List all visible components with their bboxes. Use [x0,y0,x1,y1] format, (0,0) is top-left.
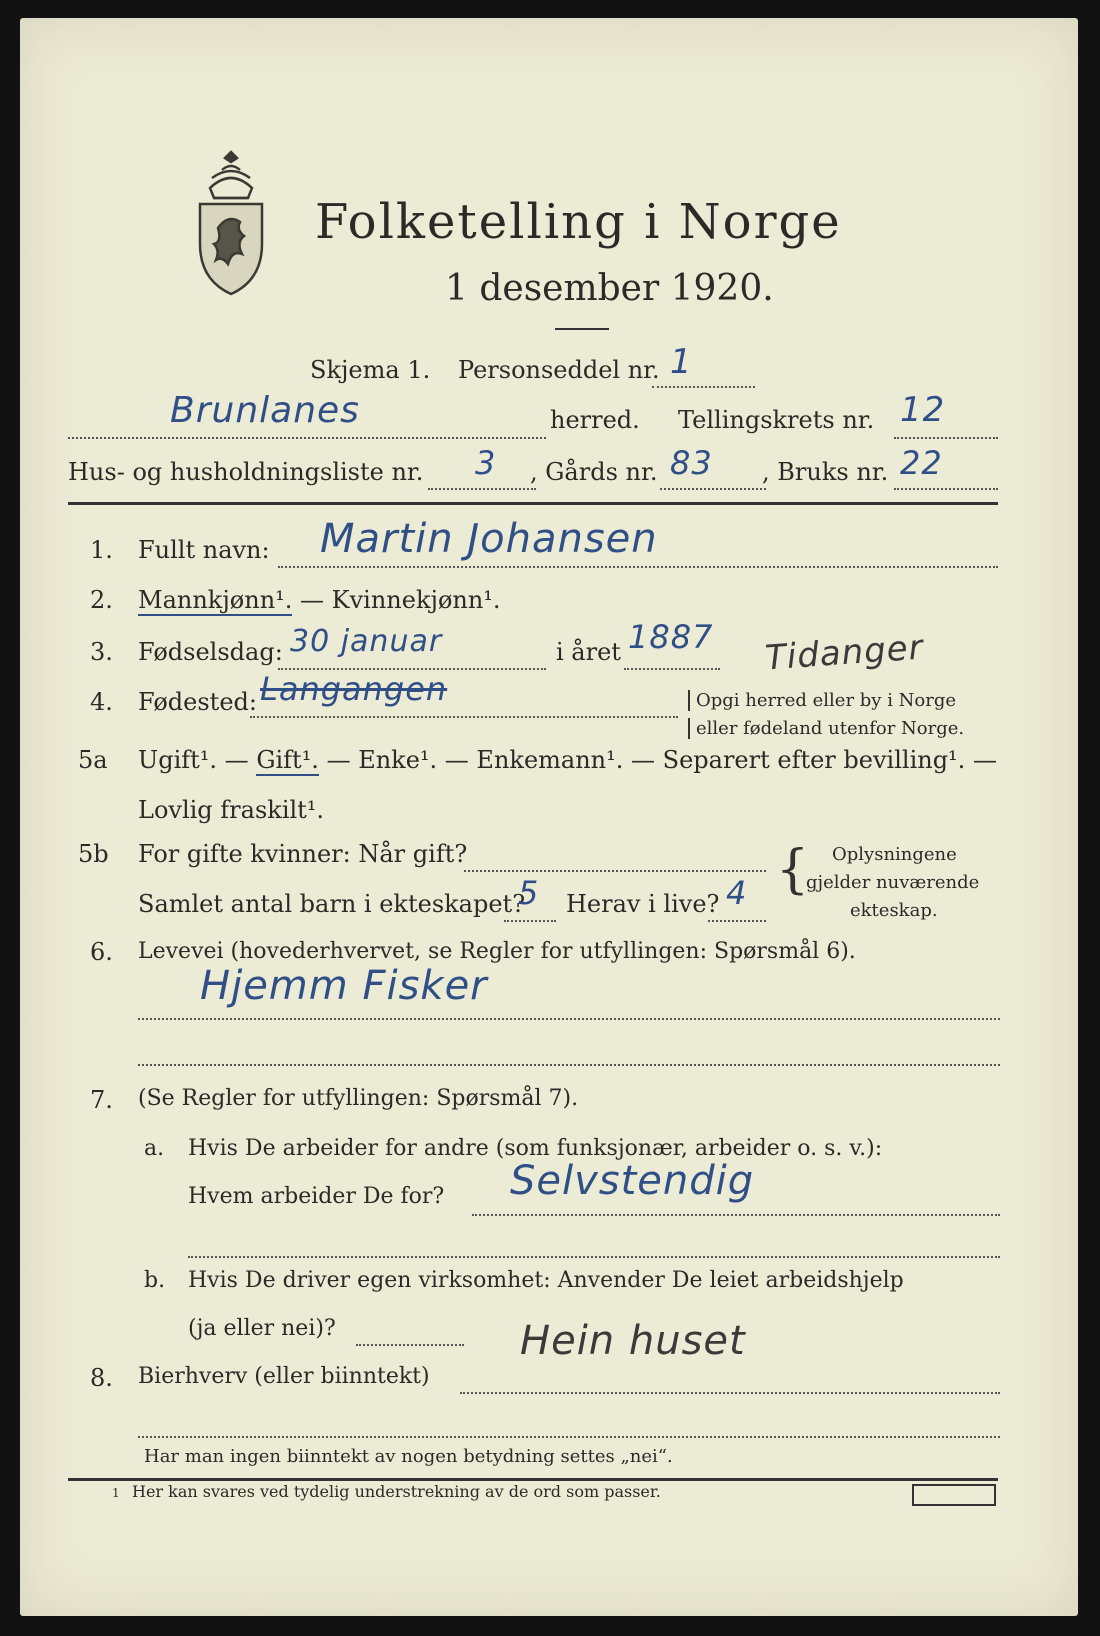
full-name-value[interactable]: Martin Johansen [320,516,658,562]
q7-label: (Se Regler for utfyllingen: Spørsmål 7). [138,1086,579,1111]
hus-line [428,488,536,490]
herred-line [68,437,546,439]
q5a-number: 5a [78,746,108,774]
q5b-alive-label: Herav i live? [566,890,720,918]
birth-date-value[interactable]: 30 januar [290,624,443,659]
q1-label: Fullt navn: [138,536,270,564]
hus-label: Hus- og husholdningsliste nr. [68,458,424,486]
married-option[interactable]: Gift¹. [256,746,319,774]
q4-number: 4. [90,688,113,716]
q3-year-label: i året [556,638,621,666]
q5b-number: 5b [78,840,109,868]
q4-note-2: eller fødeland utenfor Norge. [688,718,964,739]
unmarried-option[interactable]: Ugift¹. [138,746,218,774]
title-divider [555,328,609,330]
other-status-options[interactable]: — Enke¹. — Enkemann¹. — Separert efter bevilling¹. — [318,746,997,774]
personseddel-line [652,386,755,388]
occupation-value[interactable]: Hjemm Fisker [200,963,488,1009]
q6-number: 6. [90,938,113,966]
q5b-children-line [504,920,556,922]
birth-year-value[interactable]: 1887 [628,618,714,656]
gards-label: , Gårds nr. [530,458,658,486]
form-date: 1 desember 1920. [445,268,774,309]
q6-line-2 [138,1064,1000,1066]
coat-of-arms-icon [188,148,274,298]
footnote-mark: 1 [112,1486,120,1500]
q4-label: Fødested: [138,688,257,716]
personseddel-value[interactable]: 1 [670,342,693,382]
q1-line [278,566,998,568]
herred-value[interactable]: Brunlanes [170,390,360,431]
birthplace-value[interactable]: Langangen [260,670,448,708]
margin-note: Tidanger [763,627,925,679]
q7b-line [356,1344,464,1346]
personseddel-label: Personseddel nr. [458,356,660,384]
q5b-married-line [464,870,766,872]
herred-label: herred. [550,406,640,434]
bruks-line [894,488,998,490]
q5b-label-1: For gifte kvinner: Når gift? [138,840,468,868]
q6-line-1 [138,1018,1000,1020]
hus-value[interactable]: 3 [475,444,497,482]
bruks-label: , Bruks nr. [762,458,889,486]
skjema-label: Skjema 1. [310,356,431,384]
gards-value[interactable]: 83 [670,444,713,482]
q6-label: Levevei (hovederhvervet, se Regler for utfyllingen: Spørsmål 6). [138,939,856,964]
q4-note-1: Opgi herred eller by i Norge [688,690,956,711]
q7b-letter: b. [144,1268,166,1293]
divorced-option[interactable]: Lovlig fraskilt¹. [138,796,325,824]
printer-stamp-icon [912,1484,996,1506]
q3-number: 3. [90,638,113,666]
q5b-note-3: ekteskap. [850,900,938,921]
form-title: Folketelling i Norge [315,194,842,250]
q7a-line1: Hvis De arbeider for andre (som funksjonær, arbeider o. s. v.): [188,1136,883,1161]
footer-rule [68,1478,998,1481]
q5a-options [138,746,997,774]
tellingskrets-value[interactable]: 12 [900,390,946,430]
q7b-line1: Hvis De driver egen virksomhet: Anvender De leiet arbeidshjelp [188,1268,904,1293]
employer-value[interactable]: Selvstendig [510,1158,755,1204]
q5b-alive-line [708,920,766,922]
q8-line [460,1392,1000,1394]
q7b-line2: (ja eller nei)? [188,1316,336,1341]
q7a-line [472,1214,1000,1216]
tellingskrets-line [894,437,998,439]
footer-note: Har man ingen biinntekt av nogen betydning settes „nei“. [144,1446,673,1467]
q5b-label-2: Samlet antal barn i ekteskapet? [138,890,526,918]
q3-label: Fødselsdag: [138,638,283,666]
q2-number: 2. [90,586,113,614]
q7a-line2: Hvem arbeider De for? [188,1184,445,1209]
q2-separator: — [292,586,332,614]
header-rule [68,502,998,505]
q7a-letter: a. [144,1136,165,1161]
q5b-note-1: Oplysningene [832,844,957,865]
q3-year-line [624,668,720,670]
q5b-brace: { [776,840,810,900]
gards-line [660,488,766,490]
children-count-value[interactable]: 5 [518,874,540,912]
q5b-note-2: gjelder nuværende [806,872,980,893]
female-option[interactable]: Kvinnekjønn¹. [331,586,501,614]
tellingskrets-label: Tellingskrets nr. [678,406,875,434]
male-option[interactable]: Mannkjønn¹. [138,586,293,614]
side-income-value[interactable]: Hein huset [520,1318,746,1364]
footnote: Her kan svares ved tydelig understrekning av de ord som passer. [132,1482,661,1501]
q2-options [138,586,501,614]
q5a-separator: — [217,746,257,774]
q8-label: Bierhverv (eller biinntekt) [138,1364,430,1389]
census-form [20,18,1078,1616]
q1-number: 1. [90,536,113,564]
q8-line-2 [138,1436,1000,1438]
q7-number: 7. [90,1086,113,1114]
q4-line [250,716,678,718]
children-alive-value[interactable]: 4 [726,874,748,912]
q7a-line-2 [188,1256,1000,1258]
q8-number: 8. [90,1364,113,1392]
bruks-value[interactable]: 22 [900,444,943,482]
